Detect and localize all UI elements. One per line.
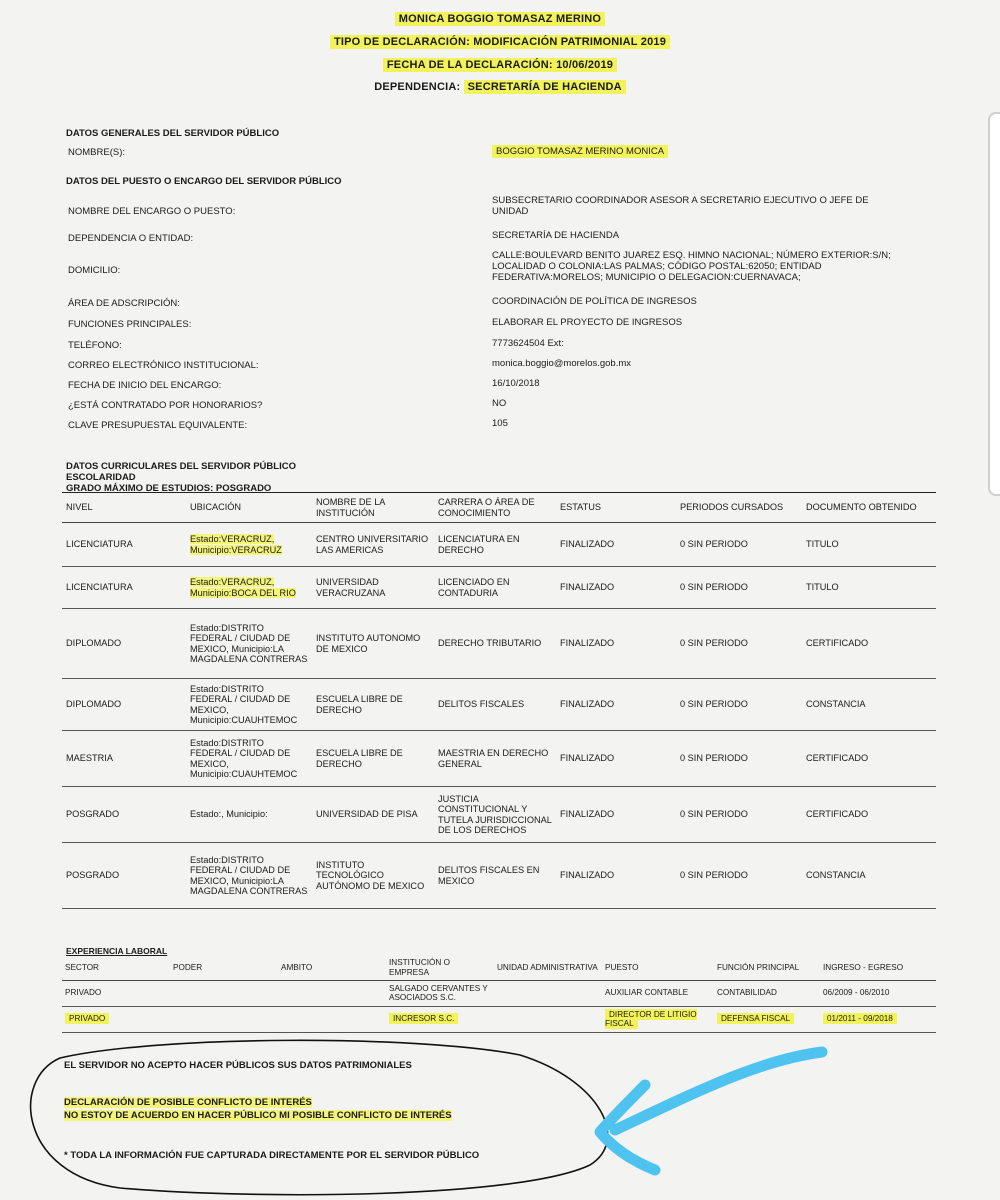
table-cell: PRIVADO: [65, 988, 102, 998]
table-cell: ESCUELA LIBRE DE DERECHO: [316, 694, 403, 715]
table-cell: DELITOS FISCALES EN MEXICO: [438, 865, 540, 886]
header-dependencia: DEPENDENCIA: SECRETARÍA DE HACIENDA: [374, 80, 626, 94]
table-cell: [170, 980, 278, 1006]
table-row: [62, 843, 936, 909]
experiencia-table: [62, 956, 936, 1033]
curricular-grado: GRADO MÁXIMO DE ESTUDIOS: POSGRADO: [66, 483, 272, 494]
table-cell: POSGRADO: [66, 870, 120, 881]
table-cell: CERTIFICADO: [806, 809, 869, 820]
puesto-value: NO: [492, 398, 507, 409]
table-cell: FINALIZADO: [560, 753, 615, 764]
side-panel-edge: [988, 112, 1000, 496]
table-cell: DIPLOMADO: [66, 638, 122, 649]
table-cell: MAESTRIA EN DERECHO GENERAL: [438, 748, 549, 769]
table-cell: POSGRADO: [66, 809, 120, 820]
table-cell: DERECHO TRIBUTARIO: [438, 638, 542, 649]
table-cell: [170, 1006, 278, 1032]
table-cell: DIRECTOR DE LITIGIO FISCAL: [605, 1009, 697, 1028]
table-row: [62, 787, 936, 843]
table-cell: INCRESOR S.C.: [386, 1006, 494, 1032]
table-cell: LICENCIATURA: [66, 582, 133, 593]
general-name-label: NOMBRE(S):: [68, 147, 125, 158]
table-row: [62, 731, 936, 787]
table-cell: LICENCIADO EN CONTADURIA: [438, 577, 510, 598]
column-header: CARRERA O ÁREA DE CONOCIMIENTO: [438, 497, 535, 518]
puesto-label: FUNCIONES PRINCIPALES:: [68, 319, 192, 330]
table-cell: LICENCIATURA EN DERECHO: [438, 534, 520, 555]
table-cell: [278, 1006, 386, 1032]
column-header: PUESTO: [605, 963, 639, 972]
table-cell: Estado:VERACRUZ, Municipio:VERACRUZ: [190, 534, 282, 555]
table-cell: 0 SIN PERIODO: [680, 753, 748, 764]
table-cell: INSTITUTO AUTONOMO DE MEXICO: [316, 633, 421, 654]
table-cell: UNIVERSIDAD VERACRUZANA: [316, 577, 386, 598]
column-header: INGRESO - EGRESO: [823, 963, 904, 972]
column-header: DOCUMENTO OBTENIDO: [806, 502, 917, 513]
header-type-line: [0, 35, 1000, 49]
curricular-subtitle: ESCOLARIDAD: [66, 472, 136, 483]
header-dependencia-line: [0, 80, 1000, 94]
patrimonial-statement: EL SERVIDOR NO ACEPTO HACER PÚBLICOS SUS DATOS PATRIMONIALES: [64, 1060, 412, 1071]
table-cell: 01/2011 - 09/2018: [820, 1006, 936, 1032]
experiencia-title: EXPERIENCIA LABORAL: [66, 946, 168, 956]
column-header: UBICACIÓN: [190, 502, 242, 513]
table-row: [62, 567, 936, 609]
column-header: AMBITO: [281, 963, 313, 972]
table-row: [62, 980, 936, 1006]
header-name: MONICA BOGGIO TOMASAZ MERINO: [395, 12, 605, 26]
column-header: PODER: [173, 963, 203, 972]
table-cell: Estado:, Municipio:: [190, 809, 268, 820]
puesto-value: 16/10/2018: [492, 378, 540, 389]
puesto-label: CORREO ELECTRÓNICO INSTITUCIONAL:: [68, 360, 259, 371]
puesto-label: NOMBRE DEL ENCARGO O PUESTO:: [68, 206, 236, 217]
table-cell: FINALIZADO: [560, 638, 615, 649]
column-header: ESTATUS: [560, 502, 602, 513]
table-cell: PRIVADO: [62, 1006, 170, 1032]
table-cell: 06/2009 - 06/2010: [823, 988, 890, 998]
table-cell: Estado:VERACRUZ, Municipio:BOCA DEL RIO: [190, 577, 296, 598]
puesto-value: SECRETARÍA DE HACIENDA: [492, 230, 620, 241]
table-cell: CONSTANCIA: [806, 870, 866, 881]
table-cell: AUXILIAR CONTABLE: [605, 988, 689, 998]
table-header-row: [62, 956, 936, 980]
table-row: [62, 679, 936, 731]
general-name-value: BOGGIO TOMASAZ MERINO MONICA: [492, 146, 902, 157]
nota-captura: * TODA LA INFORMACIÓN FUE CAPTURADA DIRECTAMENTE POR EL SERVIDOR PÚBLICO: [64, 1150, 480, 1161]
table-cell: FINALIZADO: [560, 582, 615, 593]
table-header-row: [62, 493, 936, 523]
table-cell: DEFENSA FISCAL: [714, 1006, 820, 1032]
table-cell: MAESTRIA: [66, 753, 113, 764]
table-cell: FINALIZADO: [560, 809, 615, 820]
puesto-label: FECHA DE INICIO DEL ENCARGO:: [68, 380, 222, 391]
puesto-title: DATOS DEL PUESTO O ENCARGO DEL SERVIDOR PÚBLICO: [66, 176, 342, 187]
puesto-label: CLAVE PRESUPUESTAL EQUIVALENTE:: [68, 420, 248, 431]
puesto-label: DOMICILIO:: [68, 265, 121, 276]
curricular-title: DATOS CURRICULARES DEL SERVIDOR PÚBLICO: [66, 461, 296, 472]
conflicto-title: DECLARACIÓN DE POSIBLE CONFLICTO DE INTERÉS: [64, 1097, 312, 1108]
puesto-label: ¿ESTÁ CONTRATADO POR HONORARIOS?: [68, 400, 263, 411]
blue-arrow-icon: [600, 1052, 822, 1170]
header-date-line: [0, 58, 1000, 72]
column-header: SECTOR: [65, 963, 99, 972]
conflicto-text: NO ESTOY DE ACUERDO EN HACER PÚBLICO MI POSIBLE CONFLICTO DE INTERÉS: [64, 1110, 452, 1121]
puesto-label: DEPENDENCIA O ENTIDAD:: [68, 233, 194, 244]
table-cell: DELITOS FISCALES: [438, 699, 525, 710]
table-cell: Estado:DISTRITO FEDERAL / CIUDAD DE MEXICO, Municipio:LA MAGDALENA CONTRERAS: [190, 854, 308, 896]
puesto-label: TELÉFONO:: [68, 340, 122, 351]
table-cell: CERTIFICADO: [806, 753, 869, 764]
table-cell: Estado:DISTRITO FEDERAL / CIUDAD DE MEXICO, Municipio:CUAUHTEMOC: [190, 737, 298, 779]
column-header: PERIODOS CURSADOS: [680, 502, 784, 513]
table-cell: ESCUELA LIBRE DE DERECHO: [316, 748, 403, 769]
table-cell: [494, 1006, 602, 1032]
table-row: [62, 1006, 936, 1032]
table-cell: Estado:DISTRITO FEDERAL / CIUDAD DE MEXICO, Municipio:LA MAGDALENA CONTRERAS: [190, 622, 308, 664]
column-header: FUNCIÓN PRINCIPAL: [717, 963, 800, 972]
table-cell: TITULO: [806, 539, 839, 550]
escolaridad-table: [62, 492, 936, 909]
table-cell: 0 SIN PERIODO: [680, 699, 748, 710]
table-cell: SALGADO CERVANTES Y ASOCIADOS S.C.: [389, 983, 488, 1002]
puesto-value: 105: [492, 418, 508, 429]
table-cell: FINALIZADO: [560, 699, 615, 710]
puesto-value: ELABORAR EL PROYECTO DE INGRESOS: [492, 317, 683, 328]
table-cell: JUSTICIA CONSTITUCIONAL Y TUTELA JURISDICCIONAL DE LOS DERECHOS: [438, 793, 552, 835]
table-cell: 0 SIN PERIODO: [680, 870, 748, 881]
puesto-value: monica.boggio@morelos.gob.mx: [492, 358, 632, 369]
column-header: NIVEL: [66, 502, 93, 513]
header-date: FECHA DE LA DECLARACIÓN: 10/06/2019: [383, 58, 617, 72]
table-cell: DIPLOMADO: [66, 699, 122, 710]
header-type: TIPO DE DECLARACIÓN: MODIFICACIÓN PATRIMONIAL 2019: [330, 35, 670, 49]
puesto-label: ÁREA DE ADSCRIPCIÓN:: [68, 298, 180, 309]
table-cell: LICENCIATURA: [66, 539, 133, 550]
table-cell: 0 SIN PERIODO: [680, 539, 748, 550]
column-header: NOMBRE DE LA INSTITUCIÓN: [316, 497, 385, 518]
table-row: [62, 609, 936, 679]
table-cell: FINALIZADO: [560, 870, 615, 881]
table-cell: CONTABILIDAD: [717, 988, 777, 998]
table-cell: TITULO: [806, 582, 839, 593]
puesto-value: CALLE:BOULEVARD BENITO JUAREZ ESQ. HIMNO NACIONAL; NÚMERO EXTERIOR:S/N; LOCALIDAD O COLONIA:LAS PALMAS; CÓDIGO POSTAL:62050; ENTIDAD FEDERATIVA:MORELOS; MUNICIPIO O DELEGACION:CUERNAVACA;: [492, 250, 891, 283]
table-cell: 0 SIN PERIODO: [680, 809, 748, 820]
column-header: UNIDAD ADMINISTRATIVA: [497, 963, 598, 972]
table-cell: [494, 980, 602, 1006]
puesto-value: COORDINACIÓN DE POLÍTICA DE INGRESOS: [492, 296, 697, 307]
column-header: INSTITUCIÓN O EMPRESA: [389, 958, 450, 977]
table-cell: FINALIZADO: [560, 539, 615, 550]
general-title: DATOS GENERALES DEL SERVIDOR PÚBLICO: [66, 128, 280, 139]
table-cell: CENTRO UNIVERSITARIO LAS AMERICAS: [316, 534, 429, 555]
table-cell: INSTITUTO TECNOLÓGICO AUTÓNOMO DE MEXICO: [316, 859, 425, 891]
table-cell: CONSTANCIA: [806, 699, 866, 710]
table-cell: CERTIFICADO: [806, 638, 869, 649]
table-cell: 0 SIN PERIODO: [680, 638, 748, 649]
puesto-value: SUBSECRETARIO COORDINADOR ASESOR A SECRETARIO EJECUTIVO O JEFE DE UNIDAD: [492, 195, 869, 217]
puesto-value: 7773624504 Ext:: [492, 338, 564, 349]
table-cell: 0 SIN PERIODO: [680, 582, 748, 593]
table-cell: Estado:DISTRITO FEDERAL / CIUDAD DE MEXICO, Municipio:CUAUHTEMOC: [190, 683, 298, 725]
header-name-line: [0, 12, 1000, 26]
table-cell: [278, 980, 386, 1006]
table-row: [62, 523, 936, 567]
table-cell: UNIVERSIDAD DE PISA: [316, 809, 418, 820]
